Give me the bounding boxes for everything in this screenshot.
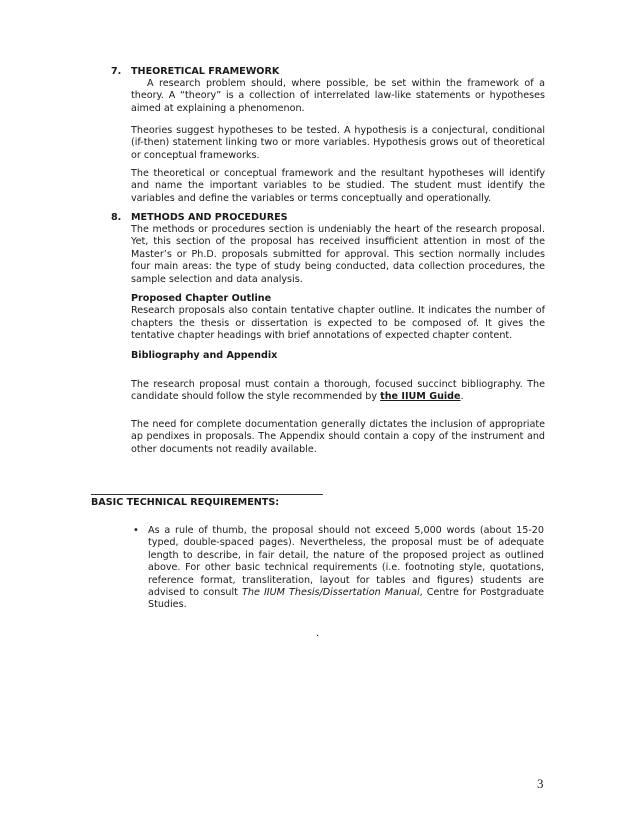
bibliography-text bbox=[131, 379, 545, 404]
bullet-marker: • bbox=[133, 525, 139, 536]
section-7-paragraph-2: Theories suggest hypotheses to be tested. A hypothesis is a conjectural, conditional (if-then) statement linking two or more variables. Hypothesis grows out of theoretical or conceptual frameworks. bbox=[131, 125, 545, 161]
page-number: 3 bbox=[537, 776, 544, 791]
section-8-heading: METHODS AND PROCEDURES bbox=[131, 212, 288, 223]
chapter-outline-text: Research proposals also contain tentative chapter outline. It indicates the number of chapters the thesis or dissertation is expected to be composed of. It gives the tentative chapter headings with brief annotations of expected chapter content. bbox=[131, 305, 545, 342]
basic-requirements-body: As a rule of thumb, the proposal should not exceed 5,000 words (about 15-20 typed, double-spaced pages). Nevertheless, the proposal must be of adequate length to describe, in fair detail, the nature of the proposed project as outlined above. For other basic technical requirements (i.e. footnoting style, quotations, reference format, transliteration, layout for tables and figures) students are advised to consult bbox=[148, 525, 544, 599]
basic-requirements-heading: BASIC TECHNICAL REQUIREMENTS: bbox=[91, 497, 280, 508]
thesis-manual-title: The IIUM Thesis/Dissertation Manual bbox=[242, 587, 420, 599]
section-7-heading: THEORETICAL FRAMEWORK bbox=[131, 66, 280, 77]
bibliography-text-end: . bbox=[460, 391, 464, 403]
appendix-text: The need for complete documentation generally dictates the inclusion of appropriate ap pendixes in proposals. The Appendix should contain a copy of the instrument and other documents not readily available. bbox=[131, 419, 545, 455]
basic-requirements-text bbox=[148, 525, 544, 612]
section-8-number: 8. bbox=[111, 212, 122, 223]
stray-dot: . bbox=[316, 628, 320, 639]
section-8-paragraph-1: The methods or procedures section is undeniably the heart of the research proposal. Yet, this section of the proposal has received insufficient attention in most of the Master’s or Ph.D. proposals submitted for approval. This section normally includes four main areas: the type of study being conducted, data collection procedures, the sample selection and data analysis. bbox=[131, 224, 545, 285]
basic-requirements-end: , Centre for Postgraduate Studies. bbox=[148, 587, 544, 611]
bibliography-heading: Bibliography and Appendix bbox=[131, 350, 278, 361]
bibliography-text-body: The research proposal must contain a thorough, focused succinct bibliography. The candidate should follow the style recommended by bbox=[131, 379, 545, 403]
separator-rule bbox=[91, 494, 323, 495]
section-7-paragraph-1: A research problem should, where possible, be set within the framework of a theory. A “theory” is a collection of interrelated law-like statements or hypotheses aimed at explaining a phenomenon. bbox=[131, 78, 545, 114]
chapter-outline-heading: Proposed Chapter Outline bbox=[131, 293, 272, 304]
section-7-paragraph-3: The theoretical or conceptual framework and the resultant hypotheses will identify and name the important variables to be studied. The student must identify the variables and define the variables or terms conceptually and operationally. bbox=[131, 168, 545, 204]
iium-guide-link[interactable]: the IIUM Guide bbox=[380, 391, 461, 403]
section-7-number: 7. bbox=[111, 66, 122, 77]
